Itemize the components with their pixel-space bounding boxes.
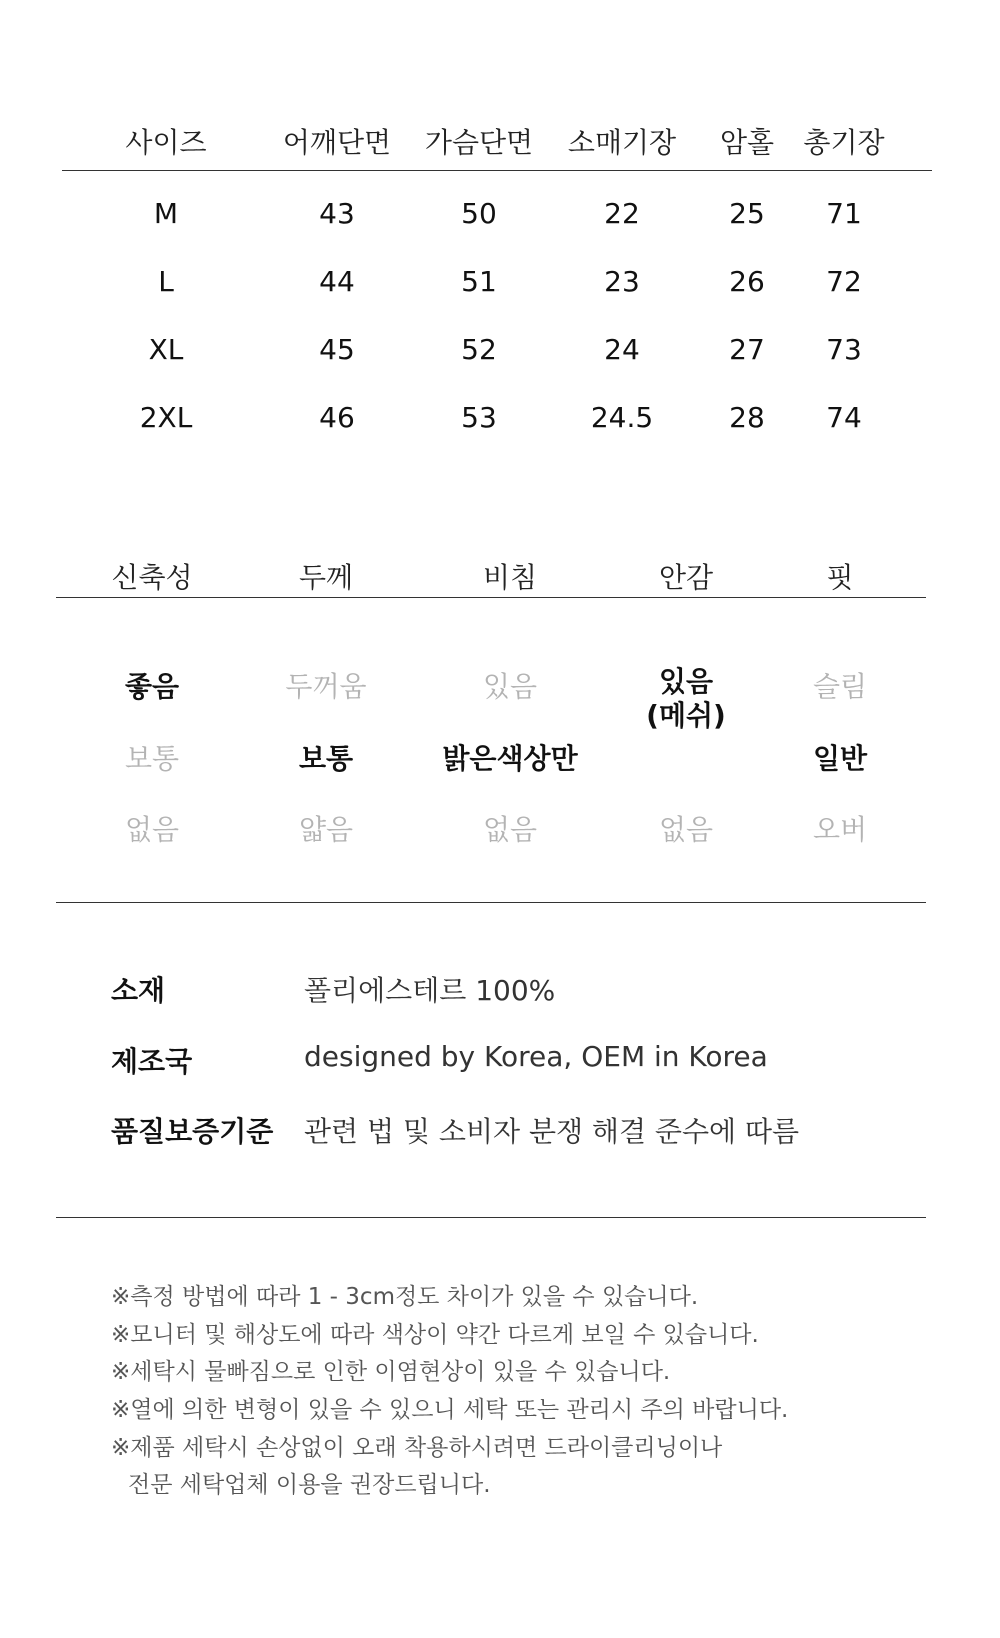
header-chest: 가슴단면 <box>424 126 534 159</box>
sheer-option-yes: 있음 <box>482 670 538 703</box>
length-cell: 74 <box>826 401 862 434</box>
lining-option-mesh: 있음 (메쉬) <box>646 665 726 732</box>
stretch-option-normal: 보통 <box>124 742 180 775</box>
origin-label: 제조국 <box>111 1045 193 1078</box>
armhole-cell: 26 <box>729 265 765 298</box>
attribute-table-bottom-divider <box>56 902 926 903</box>
sheer-option-none: 없음 <box>482 813 538 846</box>
header-sleeve: 소매기장 <box>567 126 677 159</box>
note-line: ※모니터 및 해상도에 따라 색상이 약간 다르게 보일 수 있습니다. <box>111 1322 759 1348</box>
stretch-option-good: 좋음 <box>124 670 180 703</box>
header-shoulder: 어깨단면 <box>282 126 392 159</box>
sheer-option-light-colors: 밝은색상만 <box>442 742 578 775</box>
armhole-cell: 28 <box>729 401 765 434</box>
note-line: ※제품 세탁시 손상없이 오래 착용하시려면 드라이클리닝이나 <box>111 1435 723 1461</box>
quality-value: 관련 법 및 소비자 분쟁 해결 준수에 따름 <box>304 1115 800 1148</box>
armhole-cell: 25 <box>729 197 765 230</box>
origin-value: designed by Korea, OEM in Korea <box>304 1040 768 1073</box>
quality-label: 품질보증기준 <box>111 1115 274 1148</box>
fit-option-regular: 일반 <box>812 742 868 775</box>
length-cell: 71 <box>826 197 862 230</box>
sleeve-cell: 23 <box>604 265 640 298</box>
header-thickness: 두께 <box>298 561 354 594</box>
thickness-option-thick: 두꺼움 <box>285 670 367 703</box>
thickness-option-thin: 얇음 <box>298 813 354 846</box>
header-armhole: 암홀 <box>719 126 775 159</box>
material-label: 소재 <box>111 974 166 1007</box>
stretch-option-none: 없음 <box>124 813 180 846</box>
fit-option-over: 오버 <box>812 813 868 846</box>
header-sheerness: 비침 <box>482 561 538 594</box>
header-fit: 핏 <box>826 561 854 594</box>
header-size: 사이즈 <box>125 126 207 159</box>
note-line: 전문 세탁업체 이용을 권장드립니다. <box>128 1472 491 1498</box>
shoulder-cell: 43 <box>319 197 355 230</box>
fit-option-slim: 슬림 <box>812 670 868 703</box>
thickness-option-normal: 보통 <box>298 742 354 775</box>
shoulder-cell: 45 <box>319 333 355 366</box>
sleeve-cell: 24.5 <box>590 401 654 434</box>
header-length: 총기장 <box>803 126 885 159</box>
sleeve-cell: 22 <box>604 197 640 230</box>
armhole-cell: 27 <box>729 333 765 366</box>
chest-cell: 51 <box>461 265 497 298</box>
note-line: ※세탁시 물빠짐으로 인한 이염현상이 있을 수 있습니다. <box>111 1359 671 1385</box>
length-cell: 72 <box>826 265 862 298</box>
note-line: ※열에 의한 변형이 있을 수 있으니 세탁 또는 관리시 주의 바랍니다. <box>111 1397 789 1423</box>
material-value: 폴리에스테르 100% <box>304 974 556 1007</box>
material-divider <box>56 1217 926 1218</box>
chest-cell: 52 <box>461 333 497 366</box>
size-table-divider <box>62 170 932 171</box>
length-cell: 73 <box>826 333 862 366</box>
chest-cell: 50 <box>461 197 497 230</box>
shoulder-cell: 44 <box>319 265 355 298</box>
lining-option-none: 없음 <box>658 813 714 846</box>
size-cell: M <box>153 197 179 230</box>
shoulder-cell: 46 <box>319 401 355 434</box>
size-cell: L <box>158 265 174 298</box>
size-cell: 2XL <box>139 401 193 434</box>
size-cell: XL <box>148 333 184 366</box>
chest-cell: 53 <box>461 401 497 434</box>
note-line: ※측정 방법에 따라 1 - 3cm정도 차이가 있을 수 있습니다. <box>111 1284 699 1310</box>
sleeve-cell: 24 <box>604 333 640 366</box>
header-stretch: 신축성 <box>111 561 193 594</box>
header-lining: 안감 <box>658 561 714 594</box>
attribute-table-divider <box>56 597 926 598</box>
